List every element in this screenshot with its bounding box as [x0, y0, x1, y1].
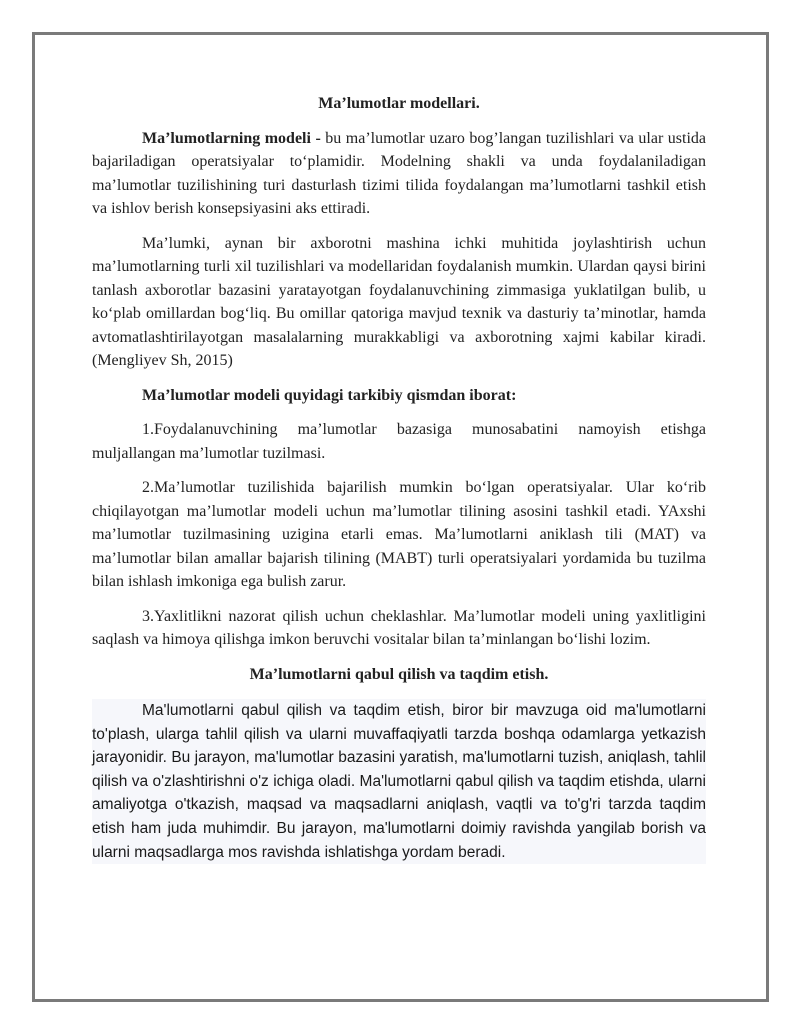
- list-item-2: 2.Ma’lumotlar tuzilishida bajarilish mumkin bo‘lgan operatsiyalar. Ular ko‘rib chiqilayotgan ma’lumotlar modeli uchun ma’lumotlar tilining asosini tashkil etadi. YAxshi ma’lumotlar tuzilmasining uzigina etarli emas. Ma’lumotlarni aniklash tili (MAT) va ma’lumotlar bilan amallar bajarish tilining (MABT) turli operatsiyalari yordamida bu tuzilma bilan ishlash imkoniga ega bulish zarur.: [92, 479, 706, 590]
- components-heading: Ma’lumotlar modeli quyidagi tarkibiy qismdan iborat:: [142, 386, 517, 404]
- definition-text: bu ma’lumotlar uzaro bog’langan tuzilishlari va ular ustida bajariladigan operatsiyalar to‘plamidir. Modelning shakli va unda foydalaniladigan ma’lumotlar tuzilishining turi dasturlash tizimi tilida foydalangan ma’lumotlarni tashkil etish va ishlov berish konsepsiyasini aks ettiradi.: [92, 129, 707, 217]
- document-title: Ma’lumotlar modellari.: [318, 95, 480, 112]
- paragraph-2: Ma’lumki, aynan bir axborotni mashina ichki muhitida joylashtirish uchun ma’lumotlarning turli xil tuzilishlari va modellaridan foydalanish mumkin. Ulardan qaysi birini tanlash axborotlar bazasini yaratayotgan foydalanuvchining zimmasiga yuklatilgan bulib, u ko‘plab omillardan bog‘liq. Bu omillar qatoriga mavjud texnik va dasturiy ta’minotlar, hamda avtomatlashtirilayotgan masalalarning murakkabligi va axborotning xajmi kabilar kiradi. (Mengliyev Sh, 2015): [92, 234, 706, 369]
- list-item-3: 3.Yaxlitlikni nazorat qilish uchun cheklashlar. Ma’lumotlar modeli uning yaxlitligini saqlash va himoya qilishga imkon beruvchi vositalar bilan ta’minlangan bo‘lishi lozim.: [92, 607, 706, 648]
- document-body: [92, 92, 706, 875]
- list-item-1: 1.Foydalanuvchining ma’lumotlar bazasiga munosabatini namoyish etishga muljallangan ma’lumotlar tuzilmasi.: [92, 421, 706, 462]
- definition-term: Ma’lumotlarning modeli -: [142, 129, 321, 147]
- definition-paragraph: [92, 127, 706, 221]
- section-2-title: Ma’lumotlarni qabul qilish va taqdim etish.: [249, 665, 549, 683]
- section-2-paragraph: Ma'lumotlarni qabul qilish va taqdim etish, biror bir mavzuga oid ma'lumotlarni to'plash, ularga tahlil qilish va ularni muvaffaqiyatli tarzda boshqa odamlarga yetkazish jarayonidir. Bu jarayon, ma'lumotlar bazasini yaratish, ma'lumotlarni tuzish, aniqlash, tahlil qilish va o'zlashtirishni o'z ichiga oladi. Ma'lumotlarni qabul qilish va taqdim etishda, ularni amaliyotga o'tkazish, maqsad va maqsadlarni aniqlash, vaqtli va to'g'ri tarzda taqdim etish ham juda muhimdir. Bu jarayon, ma'lumotlarni doimiy ravishda yangilab borish va ularni maqsadlarga mos ravishda ishlatishga yordam beradi.: [92, 699, 706, 864]
